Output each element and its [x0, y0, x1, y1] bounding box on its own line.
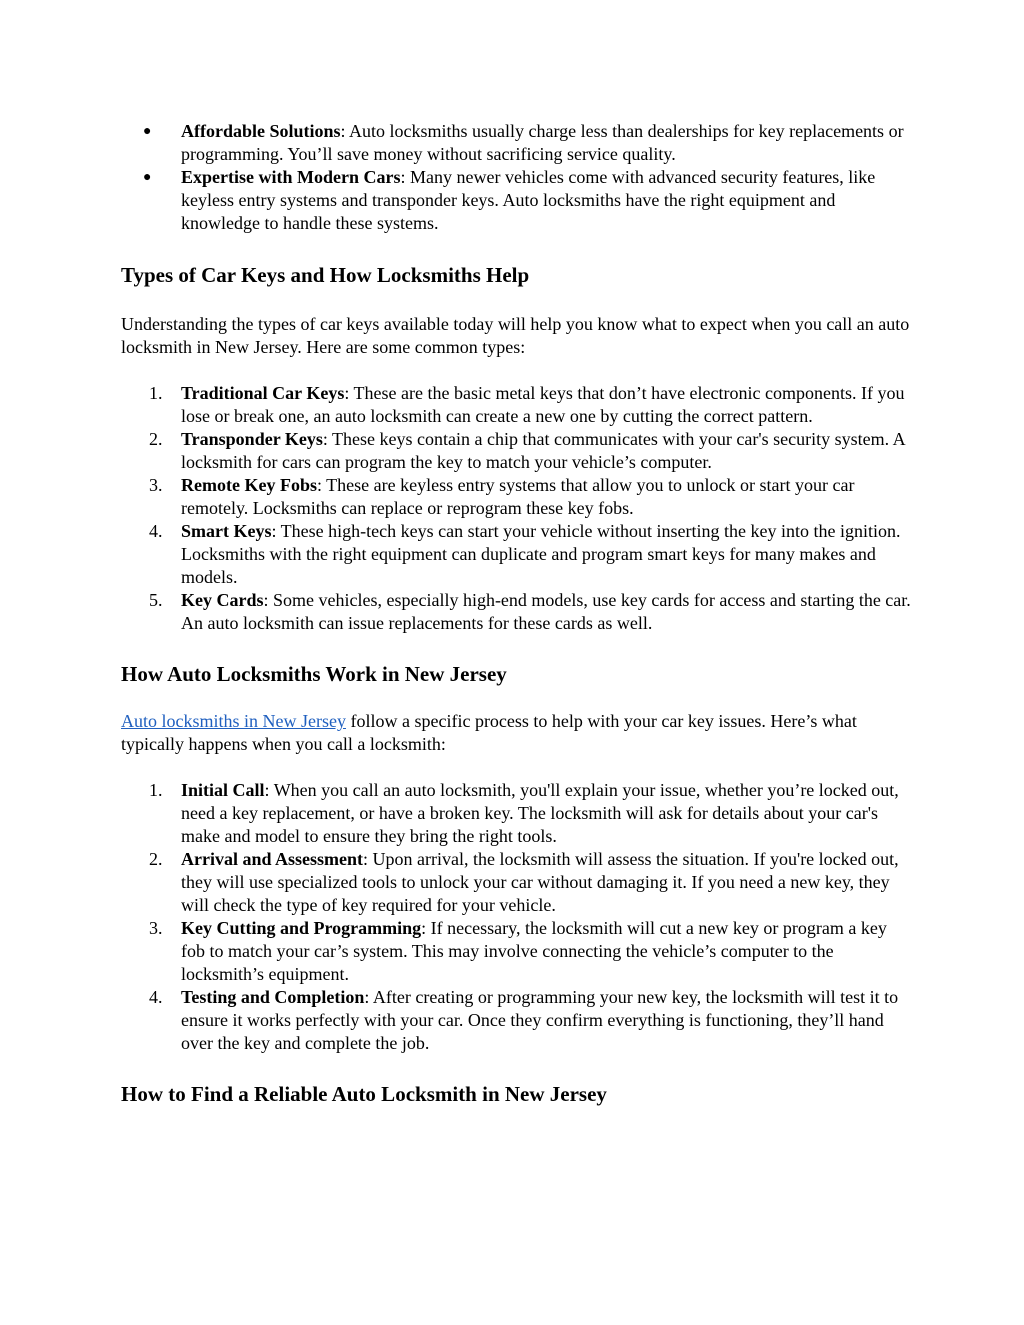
- list-item: [121, 382, 911, 428]
- list-item-text: : These are keyless entry systems that allow you to unlock or start your car remotely. Locksmiths can replace or reprogram these key fobs.: [181, 475, 855, 518]
- document-page: [121, 120, 911, 1107]
- list-item-text: : Auto locksmiths usually charge less than dealerships for key replacements or programming. You’ll save money without sacrificing service quality.: [181, 121, 904, 164]
- list-item-term: Transponder Keys: [181, 429, 323, 449]
- list-item: [121, 848, 911, 917]
- list-number: 3.: [149, 475, 163, 495]
- section-heading-how-it-works: How Auto Locksmiths Work in New Jersey: [121, 662, 507, 686]
- list-number: 1.: [149, 780, 163, 800]
- bullet-icon: ●: [143, 124, 152, 139]
- list-item: [121, 986, 911, 1055]
- list-item-term: Affordable Solutions: [181, 121, 341, 141]
- list-item-term: Key Cutting and Programming: [181, 918, 422, 938]
- list-item-term: Remote Key Fobs: [181, 475, 317, 495]
- list-number: 2.: [149, 849, 163, 869]
- list-item-term: Smart Keys: [181, 521, 272, 541]
- list-item-term: Initial Call: [181, 780, 265, 800]
- intro-bullet-list: [121, 120, 911, 235]
- list-item-text: : These keys contain a chip that communicates with your car's security system. A locksmith for cars can program the key to match your vehicle’s computer.: [181, 429, 905, 472]
- list-number: 4.: [149, 521, 163, 541]
- section-intro-text: follow a specific process to help with your car key issues. Here’s what typically happens when you call a locksmith:: [121, 711, 857, 754]
- section-intro-key-types: Understanding the types of car keys available today will help you know what to expect when you call an auto locksmith in New Jersey. Here are some common types:: [121, 314, 910, 357]
- list-item-text: : Some vehicles, especially high-end models, use key cards for access and starting the car. An auto locksmith can issue replacements for these cards as well.: [181, 590, 911, 633]
- list-number: 2.: [149, 429, 163, 449]
- process-steps-list: [121, 779, 911, 1055]
- list-item-term: Key Cards: [181, 590, 264, 610]
- list-item: [121, 120, 911, 166]
- section-intro-how-it-works: [121, 710, 911, 756]
- list-item-text: : These high-tech keys can start your vehicle without inserting the key into the ignition. Locksmiths with the right equipment can duplicate and program smart keys for many makes and models.: [181, 521, 901, 587]
- auto-locksmiths-nj-link[interactable]: Auto locksmiths in New Jersey: [121, 711, 346, 731]
- list-number: 5.: [149, 590, 163, 610]
- list-item-text: : These are the basic metal keys that don’t have electronic components. If you lose or break one, an auto locksmith can create a new one by cutting the correct pattern.: [181, 383, 905, 426]
- list-item: [121, 779, 911, 848]
- list-item-text: : Upon arrival, the locksmith will assess the situation. If you're locked out, they will use specialized tools to unlock your car without damaging it. If you need a new key, they will check the type of key required for your vehicle.: [181, 849, 899, 915]
- list-item-term: Expertise with Modern Cars: [181, 167, 401, 187]
- section-heading-key-types: Types of Car Keys and How Locksmiths Help: [121, 263, 530, 287]
- bullet-icon: ●: [143, 170, 152, 185]
- list-number: 4.: [149, 987, 163, 1007]
- list-item-text: : After creating or programming your new key, the locksmith will test it to ensure it works perfectly with your car. Once they confirm everything is functioning, they’ll hand over the key and complete the job.: [181, 987, 899, 1053]
- list-item-term: Arrival and Assessment: [181, 849, 364, 869]
- list-item-term: Traditional Car Keys: [181, 383, 345, 403]
- list-number: 3.: [149, 918, 163, 938]
- list-item: [121, 520, 911, 589]
- list-number: 1.: [149, 383, 163, 403]
- list-item-text: : Many newer vehicles come with advanced security features, like keyless entry systems and transponder keys. Auto locksmiths have the right equipment and knowledge to handle these systems.: [181, 167, 876, 233]
- section-heading-find-locksmith: How to Find a Reliable Auto Locksmith in New Jersey: [121, 1082, 607, 1106]
- list-item-text: : If necessary, the locksmith will cut a new key or program a key fob to match your car’s system. This may involve connecting the vehicle’s computer to the locksmith’s equipment.: [181, 918, 887, 984]
- list-item-text: : When you call an auto locksmith, you'll explain your issue, whether you’re locked out, need a key replacement, or have a broken key. The locksmith will ask for details about your car's make and model to ensure they bring the right tools.: [181, 780, 899, 846]
- list-item: [121, 474, 911, 520]
- list-item: [121, 428, 911, 474]
- list-item: [121, 917, 911, 986]
- list-item: [121, 166, 911, 235]
- list-item: [121, 589, 911, 635]
- list-item-term: Testing and Completion: [181, 987, 365, 1007]
- key-types-list: [121, 382, 911, 635]
